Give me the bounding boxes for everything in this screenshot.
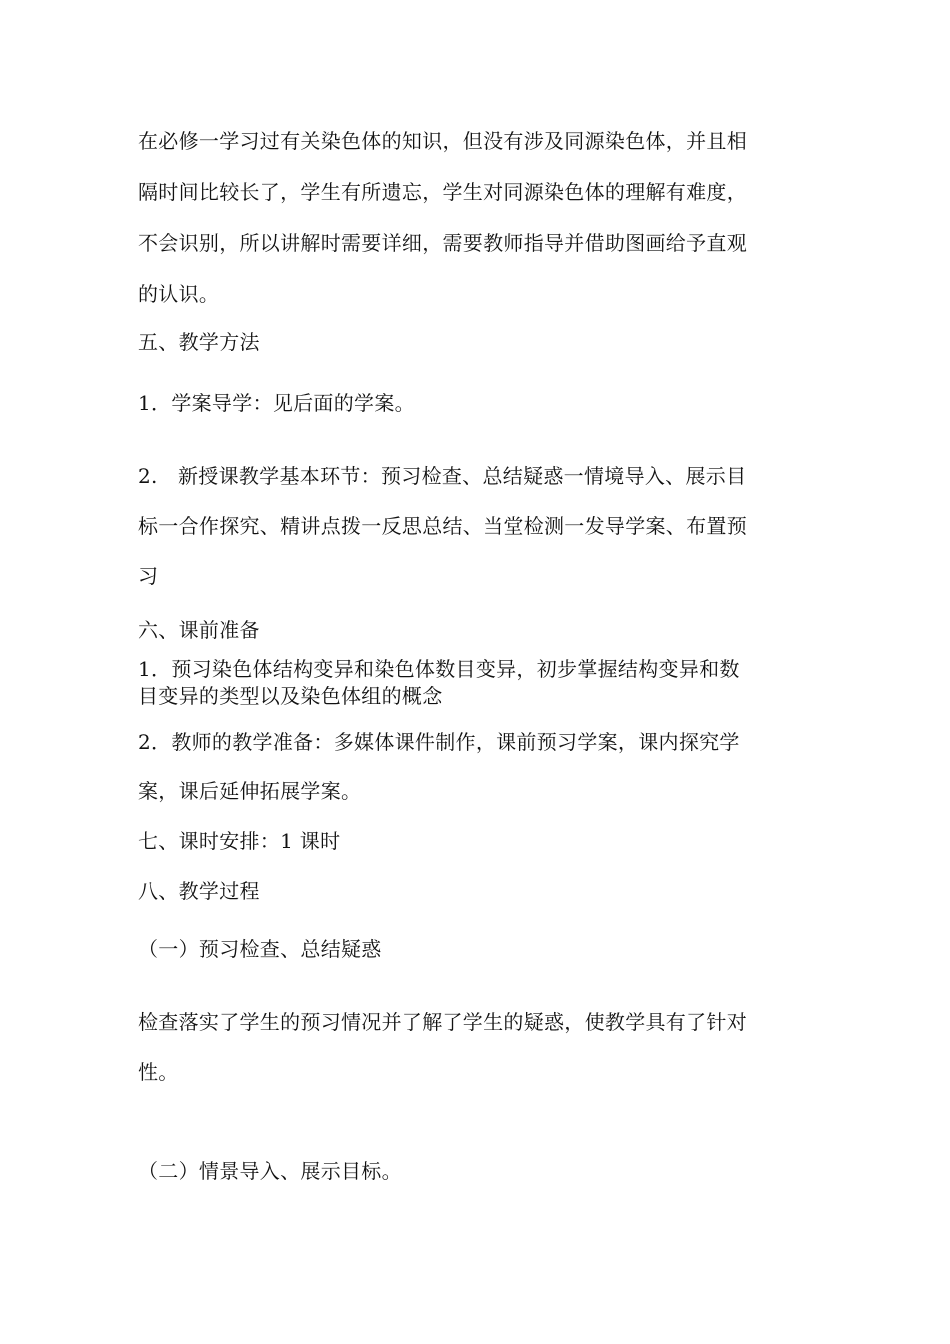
section-heading: 五、教学方法 [138, 330, 260, 354]
list-item-line: 目变异的类型以及染色体组的概念 [138, 684, 443, 708]
list-item-line: 1．预习染色体结构变异和染色体数目变异，初步掌握结构变异和数 [138, 657, 740, 681]
list-item-line: 标一合作探究、精讲点拨一反思总结、当堂检测一发导学案、布置预 [138, 514, 747, 538]
paragraph-line: 检查落实了学生的预习情况并了解了学生的疑惑，使教学具有了针对 [138, 1010, 747, 1034]
subsection-heading: （一）预习检查、总结疑惑 [138, 937, 382, 961]
list-item-line: 习 [138, 564, 159, 588]
list-item-line: 2．教师的教学准备：多媒体课件制作，课前预习学案，课内探究学 [138, 730, 740, 754]
list-item-line: 案，课后延伸拓展学案。 [138, 779, 362, 803]
paragraph-line: 隔时间比较长了，学生有所遗忘，学生对同源染色体的理解有难度， [138, 180, 747, 204]
subsection-heading: （二）情景导入、展示目标。 [138, 1159, 402, 1183]
section-heading: 七、课时安排：1 课时 [138, 829, 341, 853]
section-heading: 八、教学过程 [138, 879, 260, 903]
paragraph-line: 不会识别，所以讲解时需要详细，需要教师指导并借助图画给予直观 [138, 231, 747, 255]
section-heading: 六、课前准备 [138, 618, 260, 642]
list-item-line: 2. 新授课教学基本环节：预习检查、总结疑惑一情境导入、展示目 [138, 464, 747, 488]
paragraph-line: 的认识。 [138, 282, 220, 306]
paragraph-line: 在必修一学习过有关染色体的知识，但没有涉及同源染色体，并且相 [138, 129, 747, 153]
list-item: 1．学案导学：见后面的学案。 [138, 391, 415, 415]
paragraph-line: 性。 [138, 1060, 179, 1084]
